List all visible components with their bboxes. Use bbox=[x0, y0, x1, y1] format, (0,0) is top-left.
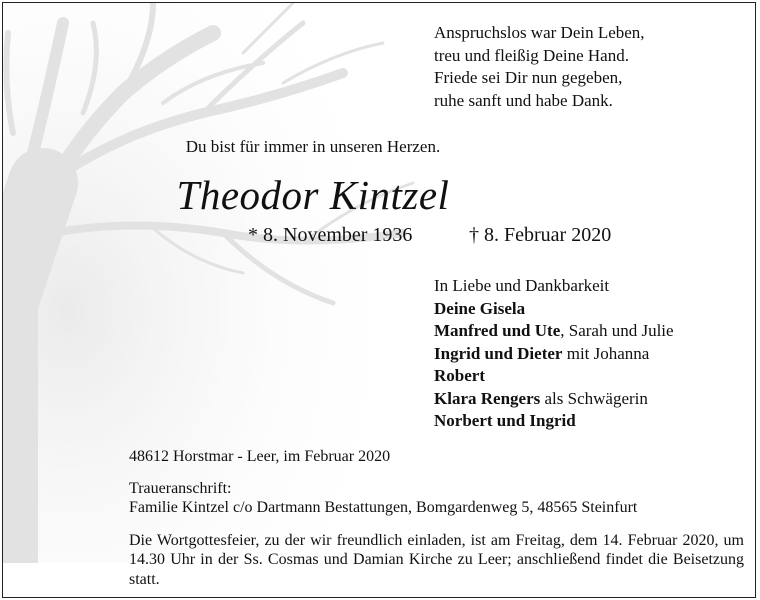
mourner-name: Ingrid und Dieter bbox=[434, 343, 563, 363]
poem-line: Anspruchslos war Dein Leben, bbox=[434, 23, 645, 42]
poem-verse bbox=[434, 22, 645, 112]
motto-line: Du bist für immer in unseren Herzen. bbox=[185, 137, 441, 156]
mourner-name: Klara Rengers bbox=[434, 388, 541, 408]
mourner-name: Manfred und Ute bbox=[434, 321, 561, 340]
mourner-name: Norbert und Ingrid bbox=[434, 411, 576, 430]
mourner-line bbox=[434, 343, 674, 366]
mourner-extra: mit Johanna bbox=[562, 343, 650, 363]
obituary-notice bbox=[2, 2, 756, 598]
mourners-intro: In Liebe und Dankbarkeit bbox=[434, 276, 610, 295]
death-date: † 8. Februar 2020 bbox=[469, 224, 612, 246]
deceased-name: Theodor Kintzel bbox=[176, 172, 450, 218]
mourner-line bbox=[434, 320, 674, 343]
mourning-address: Familie Kintzel c/o Dartmann Bestattungen, Bomgardenweg 5, 48565 Steinfurt bbox=[129, 499, 638, 516]
notice-footer bbox=[129, 447, 744, 589]
poem-line: Friede sei Dir nun gegeben, bbox=[434, 68, 623, 87]
birth-date: * 8. November 1936 bbox=[248, 224, 413, 246]
mourner-name: Deine Gisela bbox=[434, 298, 526, 318]
address-label: Traueranschrift: bbox=[129, 479, 232, 497]
mourner-line bbox=[434, 365, 674, 388]
mourner-extra: , Sarah und Julie bbox=[560, 321, 674, 340]
mourner-line bbox=[434, 410, 674, 433]
mourners-list bbox=[434, 275, 674, 433]
mourner-line bbox=[434, 298, 674, 321]
poem-line: treu und fleißig Deine Hand. bbox=[434, 45, 629, 65]
poem-line: ruhe sanft und habe Dank. bbox=[434, 90, 613, 110]
funeral-service-info: Die Wortgottesfeier, zu der wir freundlich einladen, ist am Freitag, dem 14. Februar 2020, um 14.30 Uhr in der Ss. Cosmas und Damian Kirche zu Leer; anschließend findet die Beisetzung statt. bbox=[129, 531, 744, 588]
place-date: 48612 Horstmar - Leer, im Februar 2020 bbox=[129, 448, 391, 465]
mourner-extra: als Schwägerin bbox=[540, 388, 648, 408]
mourner-line bbox=[434, 388, 674, 411]
mourner-name: Robert bbox=[434, 366, 485, 385]
